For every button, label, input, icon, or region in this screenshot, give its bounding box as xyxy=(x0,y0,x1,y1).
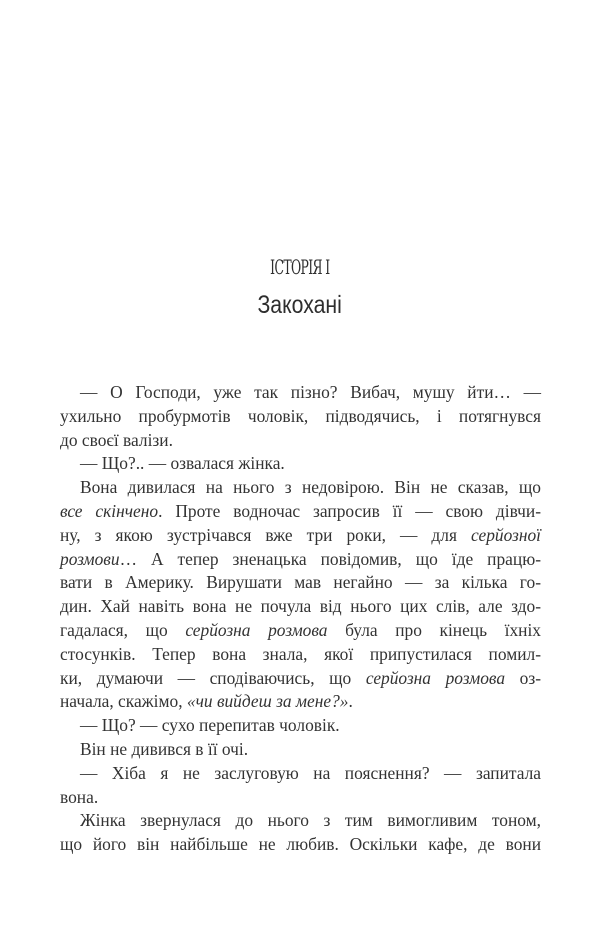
text-line xyxy=(60,833,541,857)
text-segment: до своєї валізи. xyxy=(60,429,173,450)
chapter-label-text: ІСТОРІЯ І xyxy=(270,255,330,279)
text-segment: — Що?.. — озвалася жінка. xyxy=(80,453,285,474)
chapter-title xyxy=(0,290,600,320)
text-line xyxy=(60,429,541,453)
italic-text: все скінчено xyxy=(60,500,159,521)
text-line xyxy=(60,738,541,762)
text-segment: … А тепер зненацька повідомив, що їде працю- xyxy=(119,548,541,569)
text-segment: була про кінець їхніх xyxy=(327,619,541,640)
chapter-label xyxy=(0,254,600,280)
text-segment: Він не дивився в її очі. xyxy=(80,738,249,759)
italic-text: розмови xyxy=(60,548,120,569)
text-line xyxy=(60,548,541,572)
text-line xyxy=(60,690,541,714)
text-segment: . xyxy=(348,691,353,712)
text-line xyxy=(60,643,541,667)
italic-text: серйозної xyxy=(470,524,541,545)
text-line xyxy=(60,619,541,643)
body-text xyxy=(60,381,541,857)
text-segment: ну, з якою зустрічався вже три роки, — для xyxy=(60,524,471,545)
text-segment: дин. Хай навіть вона не почула від нього цих слів, але здо- xyxy=(60,596,541,617)
text-line xyxy=(60,500,541,524)
text-segment: стосунків. Тепер вона знала, якої припустилася помил- xyxy=(60,643,541,664)
text-line xyxy=(60,476,541,500)
text-line xyxy=(60,524,541,548)
text-line xyxy=(60,667,541,691)
text-line xyxy=(60,381,541,405)
text-line xyxy=(60,452,541,476)
chapter-title-text: Закохані xyxy=(257,291,343,319)
text-line xyxy=(60,595,541,619)
text-segment: — О Господи, уже так пізно? Вибач, мушу йти… — xyxy=(80,382,541,402)
text-segment: начала, скажімо, xyxy=(60,691,187,712)
text-segment: ухильно пробурмотів чоловік, підводячись, і потягнувся xyxy=(60,405,541,426)
text-line xyxy=(60,405,541,429)
italic-text: серйозна розмова xyxy=(365,667,506,688)
text-line xyxy=(60,714,541,738)
text-segment: вати в Америку. Вирушати мав негайно — за кілька го- xyxy=(60,572,541,593)
text-segment: Жінка звернулася до нього з тим вимогливим тоном, xyxy=(80,810,541,831)
text-segment: — Хіба я не заслуговую на пояснення? — запитала xyxy=(80,762,541,783)
text-segment: що його він найбільше не любив. Оскільки кафе, де вони xyxy=(60,834,541,855)
text-line xyxy=(60,809,541,833)
text-segment: ки, думаючи — сподіваючись, що xyxy=(60,667,366,688)
italic-text: «чи вийдеш за мене?» xyxy=(186,691,349,712)
text-segment: гадалася, що xyxy=(60,619,186,640)
text-segment: оз- xyxy=(505,667,541,688)
text-segment: — Що? — сухо перепитав чоловік. xyxy=(80,715,340,736)
text-segment: Вона дивилася на нього з недовірою. Він не сказав, що xyxy=(80,477,541,498)
italic-text: серйозна розмова xyxy=(185,619,328,640)
text-line xyxy=(60,571,541,595)
text-segment: . Проте водночас запросив її — свою дівчи- xyxy=(158,500,542,521)
text-line xyxy=(60,762,541,786)
text-segment: вона. xyxy=(60,786,99,807)
text-line xyxy=(60,786,541,810)
